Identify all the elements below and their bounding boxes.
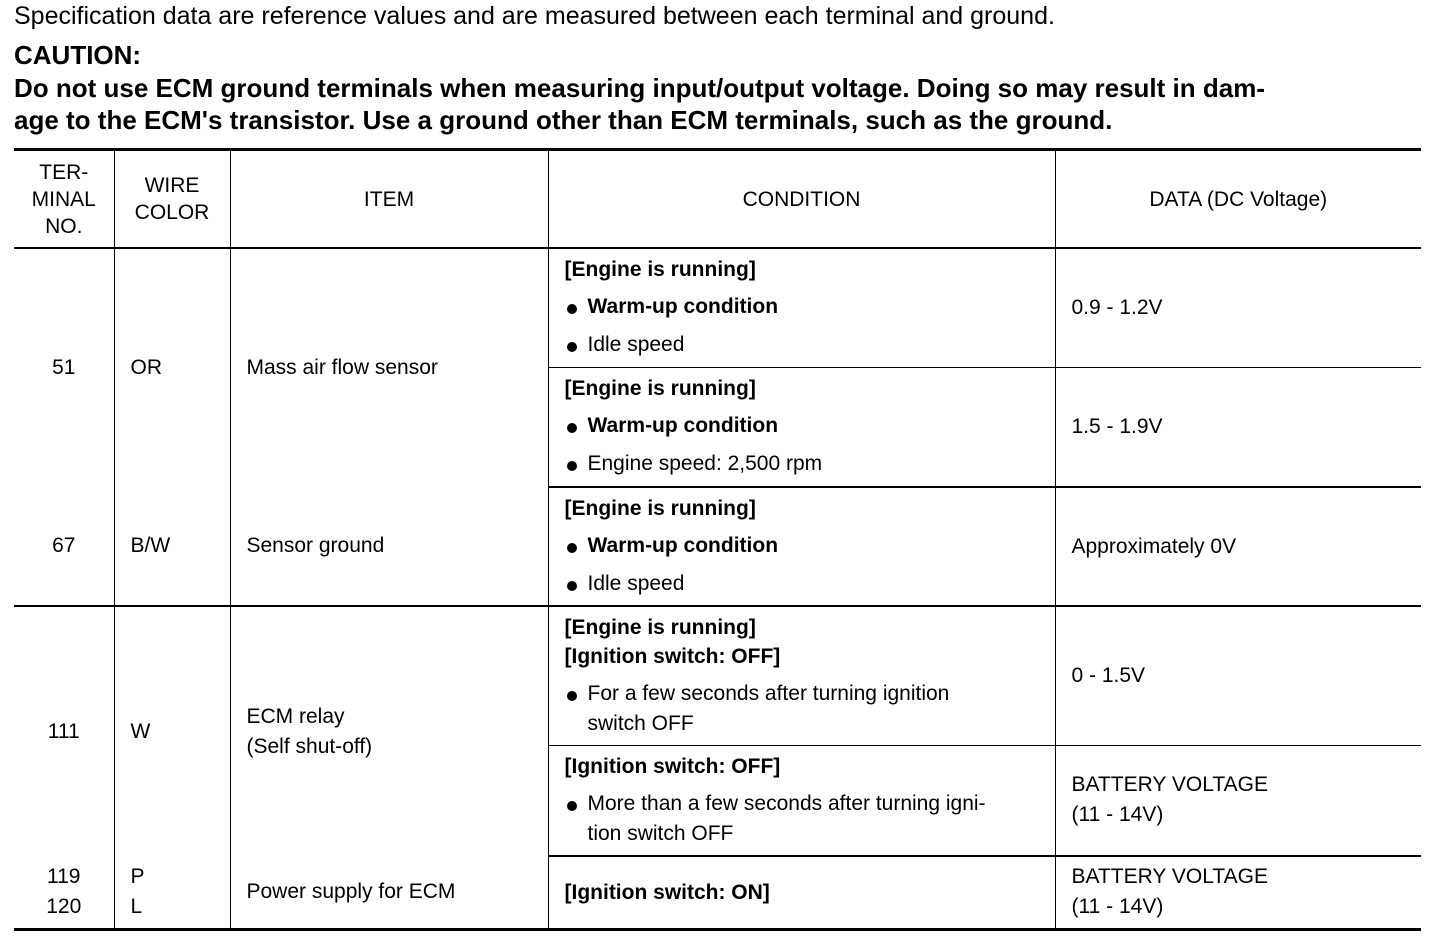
header-wire-color: WIRE COLOR	[114, 150, 230, 249]
caution-title: CAUTION:	[14, 40, 142, 70]
data-cell: Approximately 0V	[1055, 487, 1421, 606]
data-cell: 0.9 - 1.2V	[1055, 248, 1421, 367]
condition-bullet: Warm-up condition	[565, 292, 1055, 322]
condition-cell	[548, 248, 1055, 367]
table-row	[14, 487, 1421, 606]
condition-bullet: More than a few seconds after turning igni- tion switch OFF	[565, 789, 1055, 849]
condition-heading: [Engine is running]	[564, 258, 756, 282]
condition-bullet: Warm-up condition	[565, 411, 1055, 441]
terminal-spec-table	[14, 148, 1421, 931]
condition-bullet: Engine speed: 2,500 rpm	[565, 449, 1055, 479]
condition-bullet: Idle speed	[565, 330, 1055, 360]
condition-heading: [Ignition switch: OFF]	[564, 754, 781, 778]
item-cell: Sensor ground	[230, 487, 548, 606]
condition-heading: [Engine is running] [Ignition switch: OFF]	[564, 615, 781, 668]
terminal-cell: 67	[14, 487, 114, 606]
data-cell: BATTERY VOLTAGE (11 - 14V)	[1055, 856, 1421, 929]
condition-cell	[548, 367, 1055, 487]
data-cell: BATTERY VOLTAGE (11 - 14V)	[1055, 745, 1421, 856]
condition-cell	[548, 856, 1055, 929]
condition-bullet: Idle speed	[565, 569, 1055, 599]
item-cell: Mass air flow sensor	[230, 248, 548, 487]
terminal-cell: 51	[52, 356, 76, 379]
condition-cell	[548, 745, 1055, 856]
caution-body: Do not use ECM ground terminals when measuring input/output voltage. Doing so may result in dam- age to the ECM's transistor. Use a ground other than ECM terminals, such as the ground.	[14, 73, 1265, 135]
table-row	[14, 248, 1421, 367]
condition-heading: [Engine is running]	[564, 377, 756, 401]
condition-cell	[548, 487, 1055, 606]
condition-bullet: For a few seconds after turning ignition switch OFF	[565, 679, 1055, 739]
header-terminal-no: TER- MINAL NO.	[14, 150, 114, 249]
data-cell: 0 - 1.5V	[1055, 606, 1421, 745]
condition-bullet: Warm-up condition	[565, 531, 1055, 561]
header-data: DATA (DC Voltage)	[1055, 150, 1421, 249]
table-row	[14, 606, 1421, 745]
intro-text: Specification data are reference values and are measured between each terminal and ground.	[14, 2, 1055, 30]
header-item: ITEM	[230, 150, 548, 249]
item-cell: ECM relay (Self shut-off)	[230, 606, 548, 856]
data-cell: 1.5 - 1.9V	[1055, 367, 1421, 487]
wire-color-cell: B/W	[114, 487, 230, 606]
item-cell: Power supply for ECM	[230, 856, 548, 929]
terminal-cell: 111	[47, 719, 80, 743]
wire-color-cell: P L	[114, 856, 230, 929]
condition-heading: [Ignition switch: ON]	[564, 880, 770, 904]
wire-color-cell: OR	[114, 248, 230, 487]
condition-cell	[548, 606, 1055, 745]
wire-color-cell: W	[114, 606, 230, 856]
header-condition: CONDITION	[548, 150, 1055, 249]
terminal-cell: 119 120	[14, 856, 114, 929]
table-header-row	[14, 150, 1421, 249]
condition-heading: [Engine is running]	[564, 497, 756, 520]
table-row	[14, 856, 1421, 929]
